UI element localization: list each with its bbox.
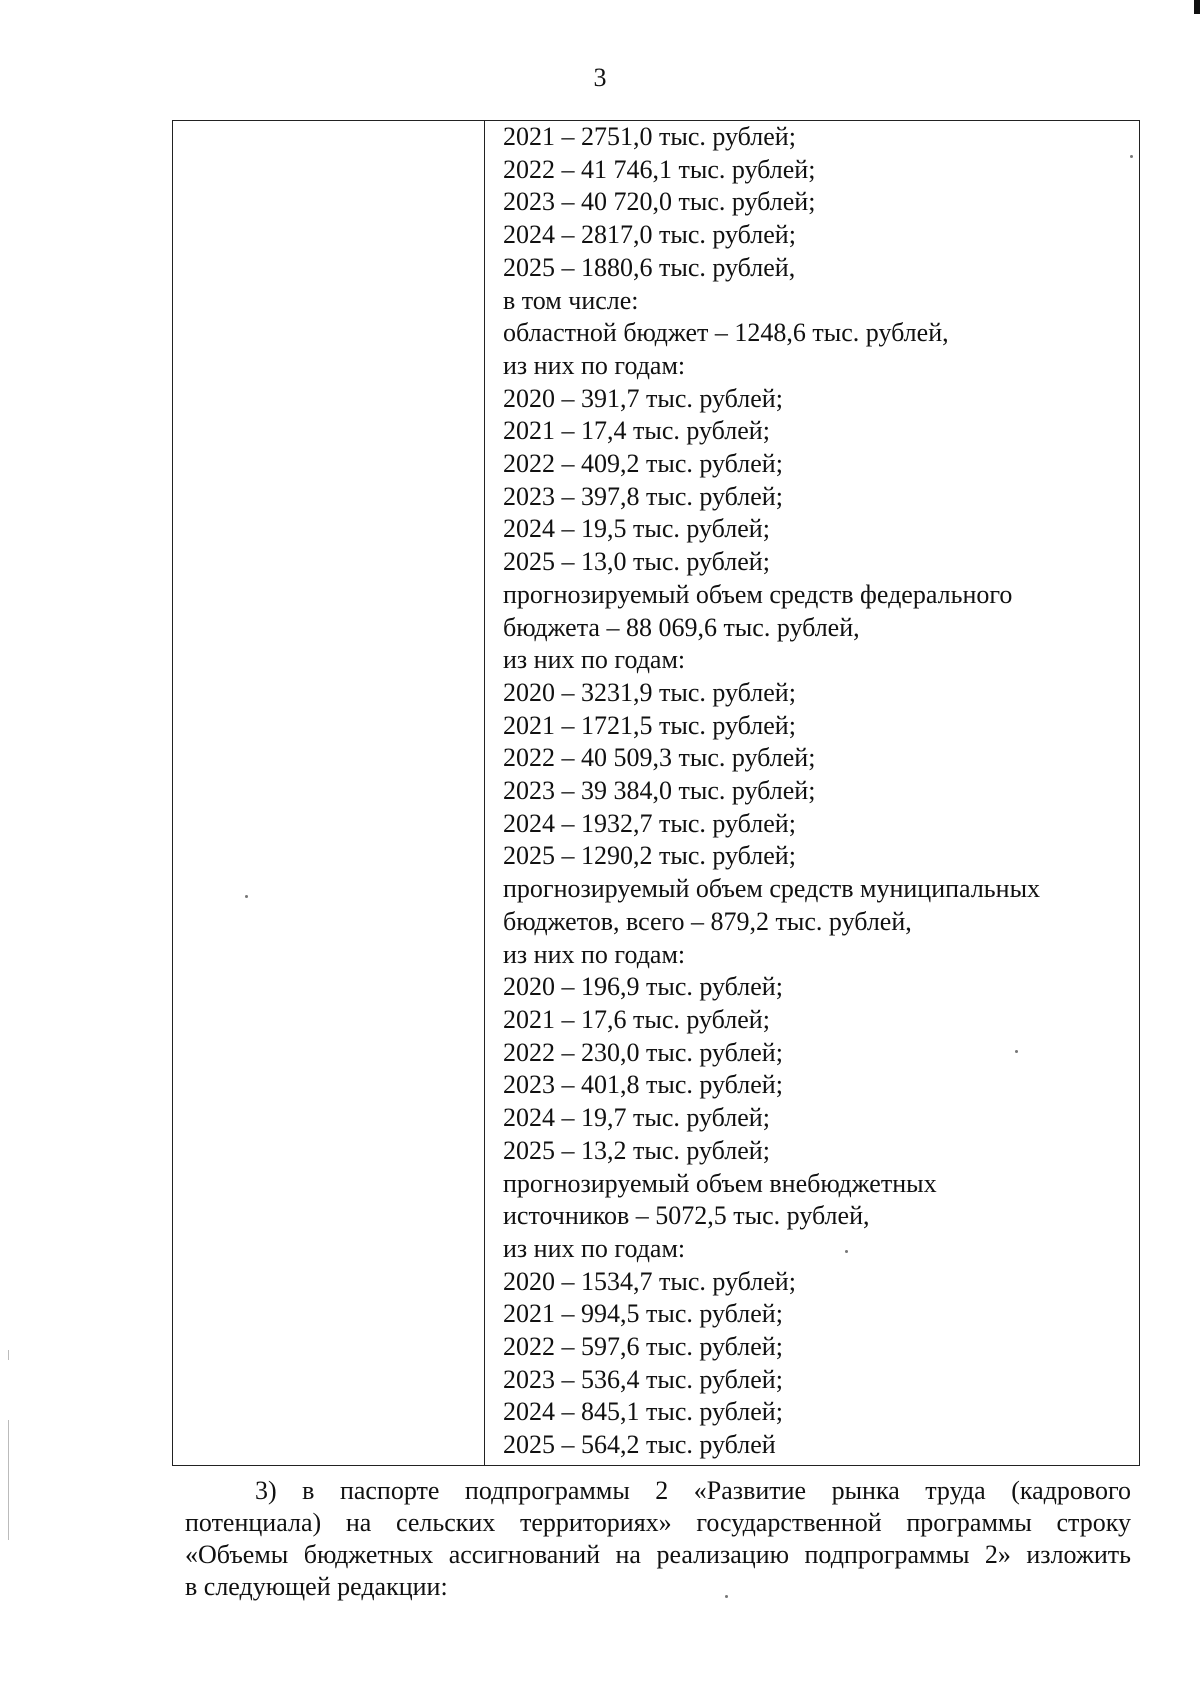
table-line: 2022 – 230,0 тыс. рублей;: [503, 1037, 783, 1067]
amendment-paragraph: [185, 1475, 1131, 1603]
table-line: 2020 – 196,9 тыс. рублей;: [503, 972, 783, 1002]
page-number: 3: [593, 63, 607, 92]
table-line: 2023 – 397,8 тыс. рублей;: [503, 481, 783, 511]
table-line: из них по годам:: [503, 1233, 686, 1263]
table-line: 2023 – 401,8 тыс. рублей;: [503, 1070, 783, 1100]
table-line: 2023 – 39 384,0 тыс. рублей;: [503, 776, 816, 806]
table-line: 2024 – 2817,0 тыс. рублей;: [503, 220, 796, 250]
table-line: источников – 5072,5 тыс. рублей,: [503, 1201, 870, 1231]
table-line: 2020 – 3231,9 тыс. рублей;: [503, 677, 796, 707]
table-line: 2021 – 994,5 тыс. рублей;: [503, 1299, 783, 1329]
table-line: из них по годам:: [503, 350, 686, 380]
table-line: прогнозируемый объем средств федерального: [503, 579, 1013, 609]
table-line: 2025 – 564,2 тыс. рублей: [503, 1430, 776, 1460]
table-line: 2024 – 845,1 тыс. рублей;: [503, 1397, 783, 1427]
paragraph-line: «Объемы бюджетных ассигнований на реализацию подпрограммы 2» изложить: [185, 1540, 1131, 1569]
table-line: 2021 – 17,4 тыс. рублей;: [503, 416, 770, 446]
table-line: 2022 – 41 746,1 тыс. рублей;: [503, 154, 816, 184]
table-line: 2020 – 391,7 тыс. рублей;: [503, 383, 783, 413]
paragraph-line: потенциала) на сельских территориях» государственной программы строку: [185, 1508, 1131, 1537]
table-line: прогнозируемый объем средств муниципальных: [503, 874, 1041, 904]
scan-edge-mark: [1194, 0, 1200, 14]
scan-margin-mark: [8, 1350, 9, 1360]
table-line: 2025 – 1290,2 тыс. рублей;: [503, 841, 796, 871]
table-line: бюджета – 88 069,6 тыс. рублей,: [503, 612, 860, 642]
table-line: 2022 – 597,6 тыс. рублей;: [503, 1332, 783, 1362]
table-line: 2025 – 13,0 тыс. рублей;: [503, 547, 770, 577]
table-line: 2023 – 40 720,0 тыс. рублей;: [503, 187, 816, 217]
table-line: 2021 – 17,6 тыс. рублей;: [503, 1004, 770, 1034]
budget-table: [172, 120, 1140, 1466]
table-line: из них по годам:: [503, 645, 686, 675]
paragraph-line: в следующей редакции:: [185, 1572, 448, 1601]
table-line: в том числе:: [503, 285, 639, 315]
table-line: 2022 – 40 509,3 тыс. рублей;: [503, 743, 816, 773]
table-column-divider: [484, 121, 485, 1465]
table-line: 2025 – 1880,6 тыс. рублей,: [503, 252, 796, 282]
table-line: 2024 – 19,7 тыс. рублей;: [503, 1103, 770, 1133]
table-line: из них по годам:: [503, 939, 686, 969]
table-line: 2020 – 1534,7 тыс. рублей;: [503, 1266, 796, 1296]
table-line: бюджетов, всего – 879,2 тыс. рублей,: [503, 906, 912, 936]
table-line: 2024 – 1932,7 тыс. рублей;: [503, 808, 796, 838]
table-line: 2025 – 13,2 тыс. рублей;: [503, 1135, 770, 1165]
table-line: 2023 – 536,4 тыс. рублей;: [503, 1364, 783, 1394]
paragraph-line: 3) в паспорте подпрограммы 2 «Развитие рынка труда (кадрового: [255, 1476, 1131, 1505]
scan-margin-mark: [8, 1420, 9, 1540]
table-line: 2024 – 19,5 тыс. рублей;: [503, 514, 770, 544]
table-line: 2022 – 409,2 тыс. рублей;: [503, 449, 783, 479]
table-line: прогнозируемый объем внебюджетных: [503, 1168, 937, 1198]
table-line: 2021 – 2751,0 тыс. рублей;: [503, 122, 796, 151]
table-line: 2021 – 1721,5 тыс. рублей;: [503, 710, 796, 740]
table-right-cell: [487, 121, 1139, 1465]
table-line: областной бюджет – 1248,6 тыс. рублей,: [503, 318, 949, 348]
